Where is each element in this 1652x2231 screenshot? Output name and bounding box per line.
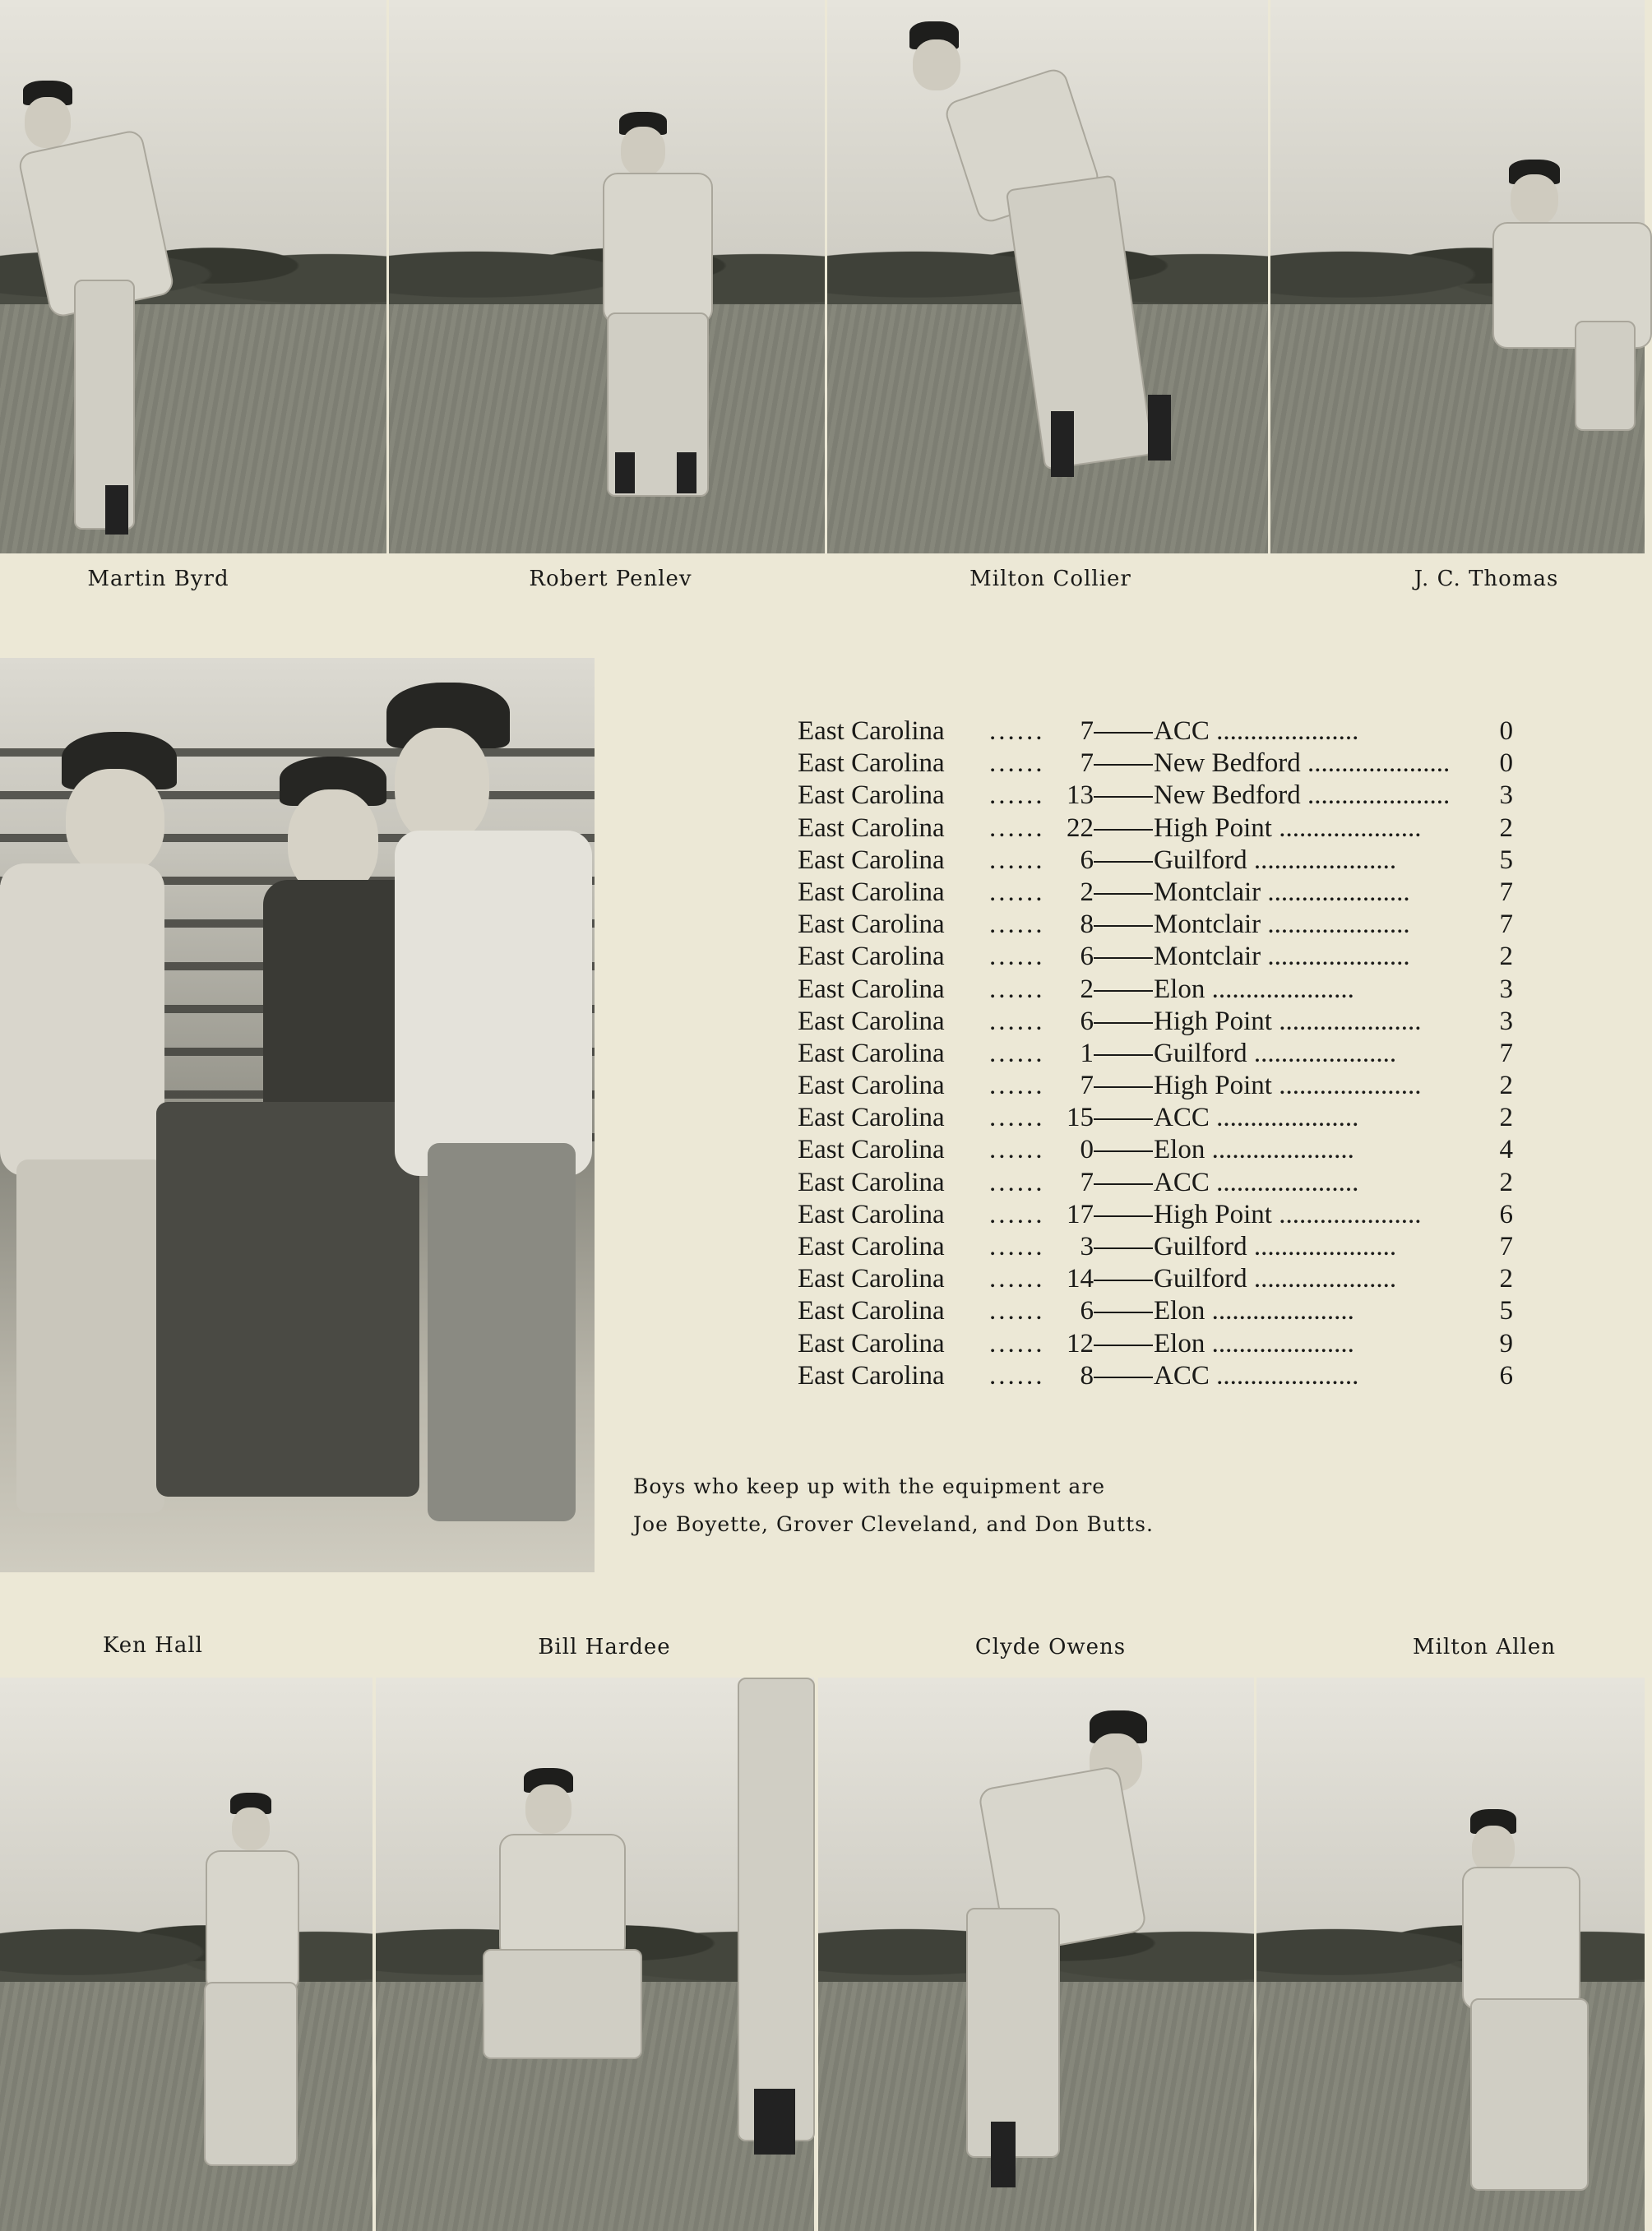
leader-dots: ......: [989, 1135, 1045, 1165]
leader-dots: Guilford .....................: [1154, 1232, 1397, 1261]
opponent-name: High Point: [1154, 1071, 1272, 1101]
schedule-row: [798, 909, 1513, 941]
leader-dots: ......: [989, 716, 1045, 746]
schedule-row: [798, 1231, 1513, 1263]
photo-bill-hardee: [376, 1678, 814, 2231]
dash-rule: [1094, 957, 1153, 959]
leader-dots: High Point .....................: [1154, 1199, 1422, 1229]
leader-dots: ......: [989, 877, 1045, 907]
opponent-name: Elon: [1154, 1135, 1205, 1165]
photo-ken-hall: [0, 1678, 373, 2231]
schedule-row: [798, 748, 1513, 780]
team-score: 8: [1080, 910, 1094, 940]
team-score: 22: [1067, 812, 1094, 843]
leader-dots: ......: [989, 1006, 1045, 1036]
team-score: 6: [1080, 1296, 1094, 1326]
team-name: East Carolina: [798, 974, 945, 1004]
leader-dots: ......: [989, 1071, 1045, 1101]
team-name: East Carolina: [798, 845, 945, 875]
opponent-name: High Point: [1154, 1199, 1272, 1229]
opponent-score: 6: [1499, 1199, 1513, 1229]
caption-robert-penley: Robert Penlev: [529, 567, 692, 591]
team-name: East Carolina: [798, 942, 945, 972]
opponent-name: Guilford: [1154, 845, 1247, 875]
leader-dots: ......: [989, 812, 1045, 843]
team-score: 6: [1080, 845, 1094, 875]
dash-rule: [1094, 764, 1153, 766]
opponent-name: Elon: [1154, 974, 1205, 1004]
schedule-row: [798, 877, 1513, 909]
team-score: 6: [1080, 1006, 1094, 1036]
leader-dots: ......: [989, 1103, 1045, 1133]
opponent-score: 7: [1499, 877, 1513, 907]
team-score: 7: [1080, 1167, 1094, 1197]
team-name: East Carolina: [798, 910, 945, 940]
caption-martin-byrd: Martin Byrd: [87, 567, 229, 591]
team-name: East Carolina: [798, 1199, 945, 1229]
opponent-name: Guilford: [1154, 1232, 1247, 1261]
leader-dots: High Point .....................: [1154, 1071, 1422, 1101]
schedule-row: [798, 1167, 1513, 1199]
team-name: East Carolina: [798, 812, 945, 843]
leader-dots: New Bedford .....................: [1154, 748, 1451, 779]
schedule-row: [798, 941, 1513, 973]
schedule-row: [798, 812, 1513, 845]
leader-dots: Elon .....................: [1154, 1328, 1354, 1359]
leader-dots: ACC .....................: [1154, 1103, 1359, 1133]
opponent-name: High Point: [1154, 1006, 1272, 1036]
opponent-score: 3: [1499, 974, 1513, 1004]
leader-dots: Elon .....................: [1154, 1296, 1354, 1326]
dash-rule: [1094, 1022, 1153, 1024]
dash-rule: [1094, 1183, 1153, 1185]
leader-dots: ......: [989, 942, 1045, 972]
opponent-name: Montclair: [1154, 877, 1261, 907]
team-score: 7: [1080, 1071, 1094, 1101]
team-name: East Carolina: [798, 716, 945, 746]
dash-rule: [1094, 1345, 1153, 1346]
leader-dots: ......: [989, 780, 1045, 811]
leader-dots: ......: [989, 845, 1045, 875]
team-score: 13: [1067, 780, 1094, 811]
leader-dots: Guilford .....................: [1154, 845, 1397, 875]
team-name: East Carolina: [798, 780, 945, 811]
dash-rule: [1094, 1118, 1153, 1120]
caption-milton-allen: Milton Allen: [1413, 1635, 1556, 1659]
opponent-name: Elon: [1154, 1328, 1205, 1359]
opponent-score: 2: [1499, 1071, 1513, 1101]
leader-dots: ......: [989, 1199, 1045, 1229]
leader-dots: Guilford .....................: [1154, 1264, 1397, 1294]
photo-clyde-owens: [818, 1678, 1254, 2231]
opponent-score: 2: [1499, 812, 1513, 843]
dash-rule: [1094, 893, 1153, 895]
schedule-row: [798, 1102, 1513, 1134]
team-name: East Carolina: [798, 1135, 945, 1165]
dash-rule: [1094, 925, 1153, 927]
caption-bill-hardee: Bill Hardee: [538, 1635, 671, 1659]
opponent-name: Elon: [1154, 1296, 1205, 1326]
team-score: 12: [1067, 1328, 1094, 1359]
leader-dots: ACC .....................: [1154, 1360, 1359, 1391]
team-name: East Carolina: [798, 1006, 945, 1036]
team-name: East Carolina: [798, 1071, 945, 1101]
team-score: 0: [1080, 1135, 1094, 1165]
leader-dots: High Point .....................: [1154, 1006, 1422, 1036]
opponent-name: New Bedford: [1154, 748, 1301, 779]
opponent-score: 3: [1499, 1006, 1513, 1036]
opponent-name: ACC: [1154, 1167, 1210, 1197]
photo-jc-thomas: [1270, 0, 1645, 553]
dash-rule: [1094, 861, 1153, 863]
leader-dots: High Point .....................: [1154, 812, 1422, 843]
schedule-row: [798, 1070, 1513, 1102]
opponent-score: 2: [1499, 1103, 1513, 1133]
team-score: 6: [1080, 942, 1094, 972]
team-score: 8: [1080, 1360, 1094, 1391]
team-score: 17: [1067, 1199, 1094, 1229]
team-score: 7: [1080, 716, 1094, 746]
opponent-score: 4: [1499, 1135, 1513, 1165]
leader-dots: Montclair .....................: [1154, 910, 1410, 940]
schedule-row: [798, 1295, 1513, 1327]
opponent-name: New Bedford: [1154, 780, 1301, 811]
leader-dots: Guilford .....................: [1154, 1038, 1397, 1068]
opponent-score: 7: [1499, 910, 1513, 940]
team-name: East Carolina: [798, 1038, 945, 1068]
leader-dots: Montclair .....................: [1154, 877, 1410, 907]
team-name: East Carolina: [798, 1264, 945, 1294]
opponent-score: 0: [1499, 716, 1513, 746]
schedule-row: [798, 1360, 1513, 1392]
opponent-score: 0: [1499, 748, 1513, 779]
team-name: East Carolina: [798, 1360, 945, 1391]
team-score: 3: [1080, 1232, 1094, 1261]
opponent-score: 2: [1499, 1167, 1513, 1197]
schedule-row: [798, 845, 1513, 877]
dash-rule: [1094, 1150, 1153, 1152]
leader-dots: ACC .....................: [1154, 1167, 1359, 1197]
opponent-name: ACC: [1154, 1360, 1210, 1391]
team-name: East Carolina: [798, 1232, 945, 1261]
leader-dots: ......: [989, 1264, 1045, 1294]
opponent-name: Montclair: [1154, 942, 1261, 972]
leader-dots: ......: [989, 1232, 1045, 1261]
dash-rule: [1094, 732, 1153, 734]
opponent-score: 6: [1499, 1360, 1513, 1391]
dash-rule: [1094, 1054, 1153, 1056]
game-schedule: [798, 715, 1513, 1392]
opponent-name: High Point: [1154, 812, 1272, 843]
dash-rule: [1094, 1280, 1153, 1281]
opponent-name: ACC: [1154, 1103, 1210, 1133]
leader-dots: Montclair .....................: [1154, 942, 1410, 972]
team-name: East Carolina: [798, 1328, 945, 1359]
photo-martin-byrd: [0, 0, 386, 553]
leader-dots: ......: [989, 1167, 1045, 1197]
dash-rule: [1094, 829, 1153, 831]
opponent-score: 2: [1499, 1264, 1513, 1294]
equipment-note: [633, 1468, 1209, 1544]
schedule-row: [798, 1134, 1513, 1166]
photo-milton-allen: [1256, 1678, 1645, 2231]
schedule-row: [798, 974, 1513, 1006]
photo-robert-penley: [389, 0, 825, 553]
schedule-row: [798, 1328, 1513, 1360]
dash-rule: [1094, 1215, 1153, 1217]
photo-milton-collier: [827, 0, 1268, 553]
opponent-score: 7: [1499, 1038, 1513, 1068]
opponent-name: Guilford: [1154, 1038, 1247, 1068]
leader-dots: New Bedford .....................: [1154, 780, 1451, 811]
opponent-name: ACC: [1154, 716, 1210, 746]
leader-dots: ......: [989, 910, 1045, 940]
team-score: 7: [1080, 748, 1094, 779]
caption-clyde-owens: Clyde Owens: [974, 1635, 1127, 1659]
team-name: East Carolina: [798, 877, 945, 907]
equipment-note-line2: Joe Boyette, Grover Cleveland, and Don Butts.: [633, 1512, 1154, 1536]
team-name: East Carolina: [798, 1167, 945, 1197]
equipment-note-line1: Boys who keep up with the equipment are: [633, 1474, 1106, 1498]
opponent-score: 5: [1499, 845, 1513, 875]
leader-dots: ......: [989, 1296, 1045, 1326]
team-score: 2: [1080, 877, 1094, 907]
caption-ken-hall: Ken Hall: [103, 1633, 203, 1658]
schedule-row: [798, 715, 1513, 748]
opponent-score: 3: [1499, 780, 1513, 811]
team-name: East Carolina: [798, 1296, 945, 1326]
leader-dots: ACC .....................: [1154, 716, 1359, 746]
leader-dots: ......: [989, 1360, 1045, 1391]
dash-rule: [1094, 1086, 1153, 1088]
team-name: East Carolina: [798, 1103, 945, 1133]
opponent-name: Montclair: [1154, 910, 1261, 940]
schedule-row: [798, 1199, 1513, 1231]
opponent-score: 5: [1499, 1296, 1513, 1326]
team-name: East Carolina: [798, 748, 945, 779]
schedule-row: [798, 780, 1513, 812]
photo-coaches-conference: [0, 658, 595, 1572]
caption-milton-collier: Milton Collier: [969, 567, 1131, 591]
leader-dots: ......: [989, 748, 1045, 779]
leader-dots: ......: [989, 1038, 1045, 1068]
team-score: 1: [1080, 1038, 1094, 1068]
schedule-row: [798, 1263, 1513, 1295]
leader-dots: ......: [989, 1328, 1045, 1359]
team-score: 15: [1067, 1103, 1094, 1133]
opponent-score: 2: [1499, 942, 1513, 972]
schedule-row: [798, 1006, 1513, 1038]
leader-dots: ......: [989, 974, 1045, 1004]
caption-jc-thomas: J. C. Thomas: [1414, 567, 1559, 591]
dash-rule: [1094, 990, 1153, 992]
opponent-score: 9: [1499, 1328, 1513, 1359]
leader-dots: Elon .....................: [1154, 1135, 1354, 1165]
opponent-name: Guilford: [1154, 1264, 1247, 1294]
team-score: 14: [1067, 1264, 1094, 1294]
team-score: 2: [1080, 974, 1094, 1004]
leader-dots: Elon .....................: [1154, 974, 1354, 1004]
dash-rule: [1094, 1247, 1153, 1249]
dash-rule: [1094, 1377, 1153, 1378]
dash-rule: [1094, 796, 1153, 798]
opponent-score: 7: [1499, 1232, 1513, 1261]
schedule-row: [798, 1038, 1513, 1070]
dash-rule: [1094, 1312, 1153, 1313]
